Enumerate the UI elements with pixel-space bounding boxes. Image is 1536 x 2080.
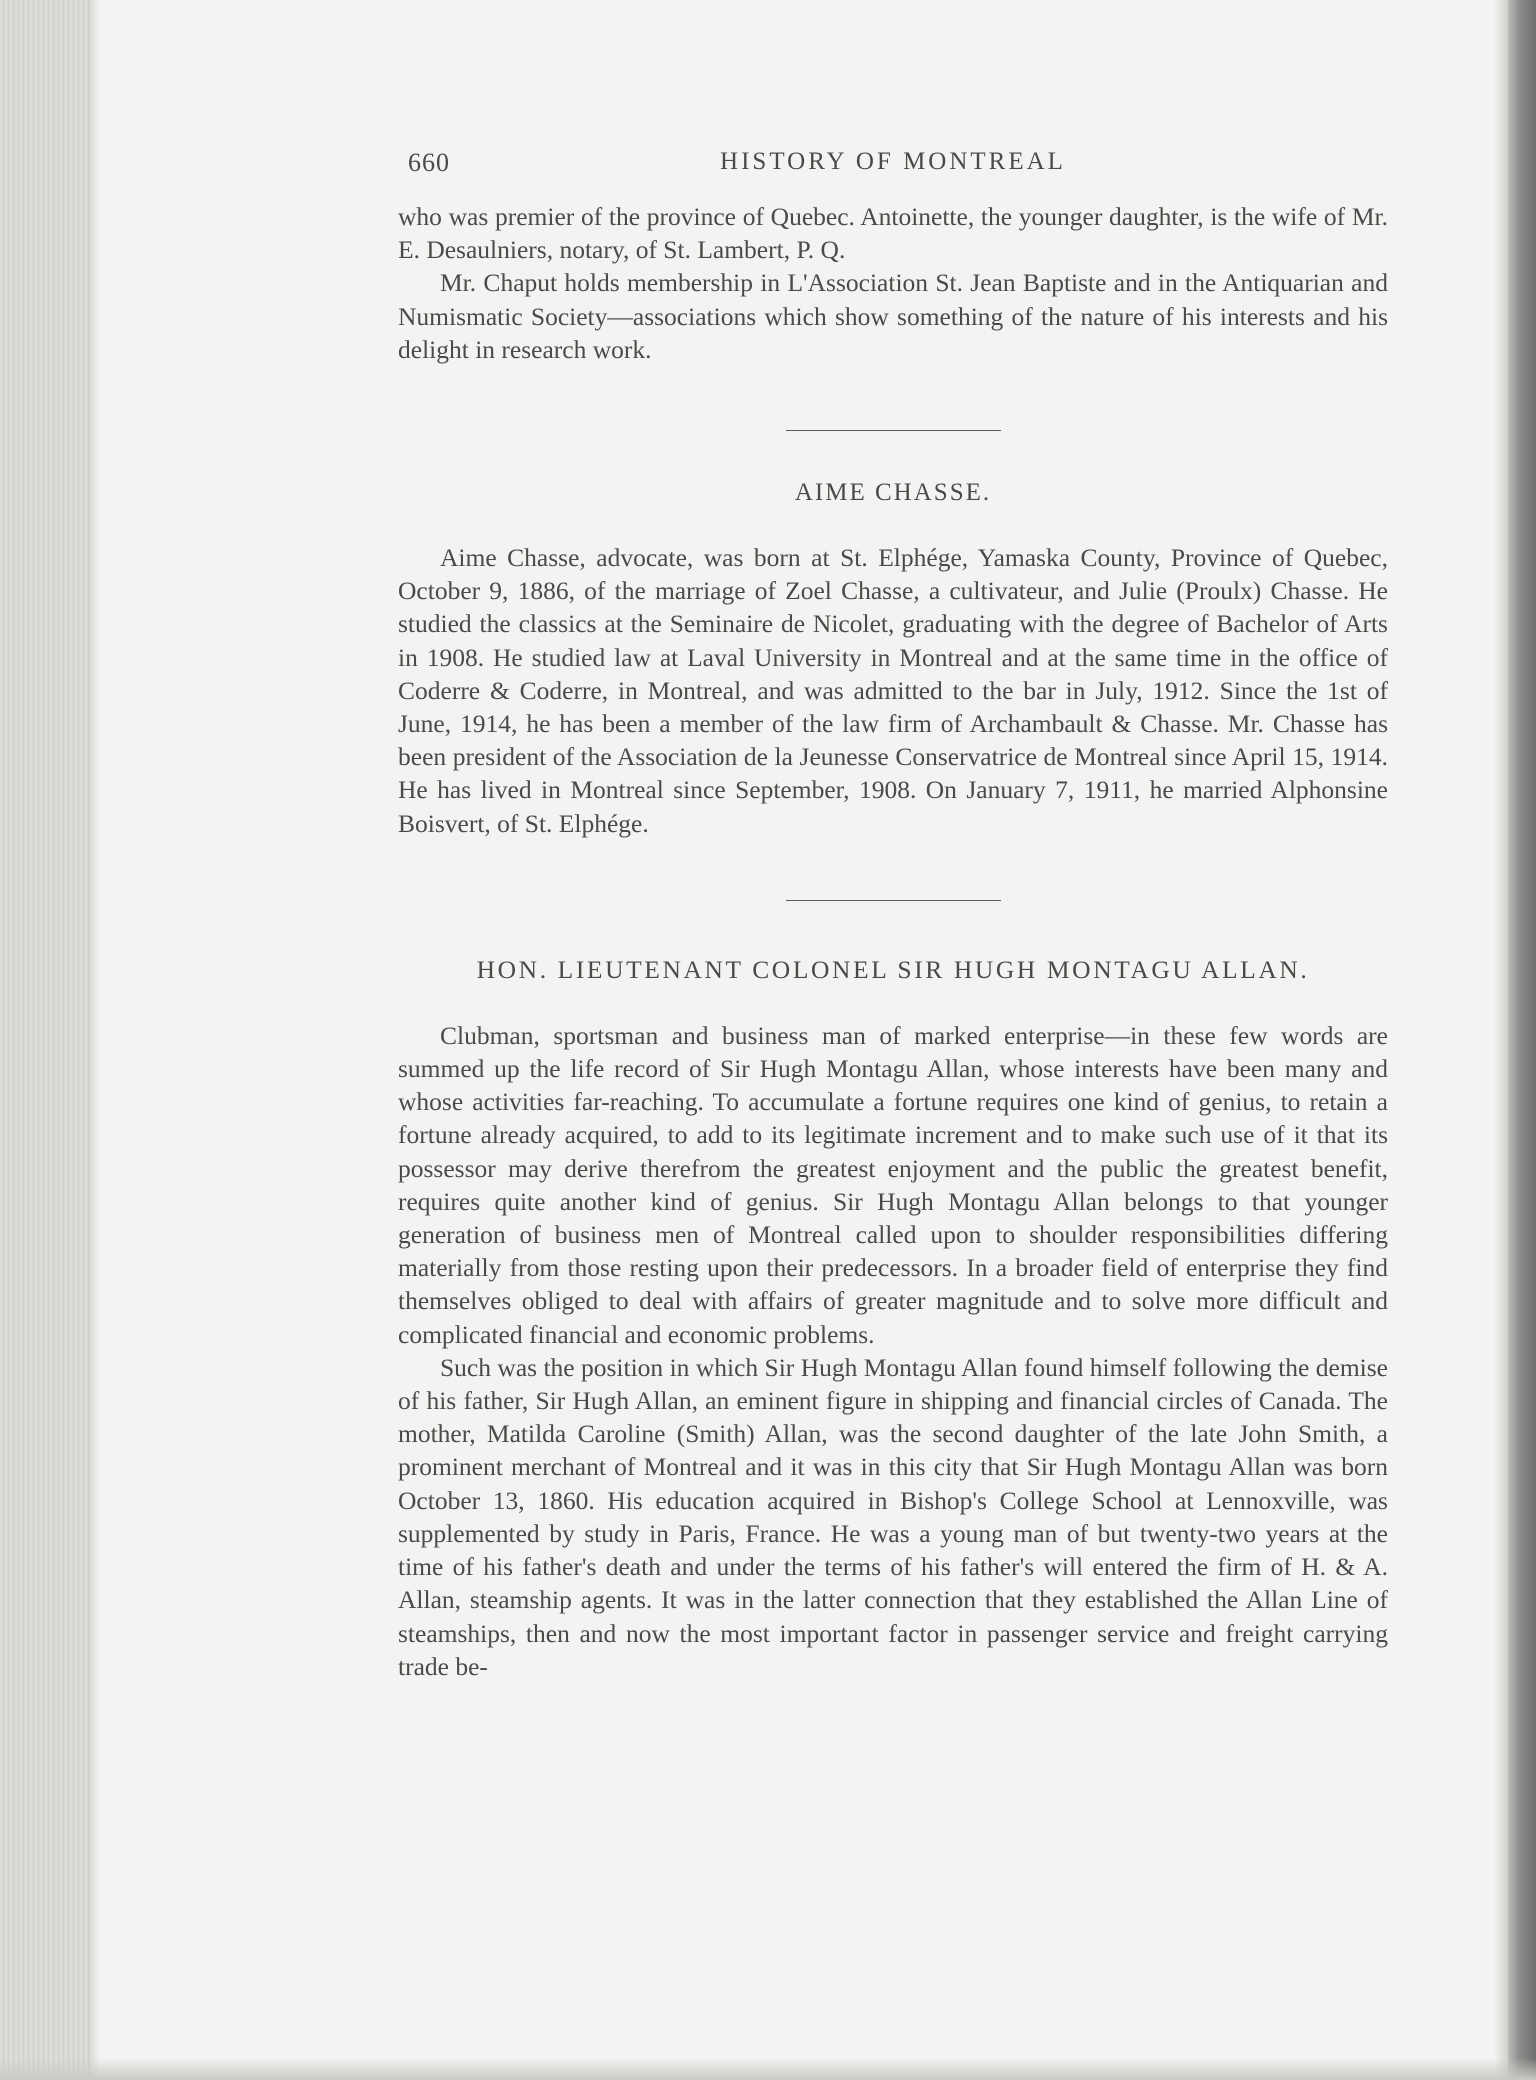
page-shadow-right [1494, 0, 1508, 2080]
page-content [398, 140, 1388, 1683]
allan-paragraph-2: Such was the position in which Sir Hugh Montagu Allan found himself following the demise of his father, Sir Hugh Allan, an eminent figure in shipping and financial circles of Canada. The mother, Matilda Caroline (Smith) Allan, was the second daughter of the late John Smith, a prominent merchant of Montreal and it was in this city that Sir Hugh Montagu Allan was born October 13, 1860. His education acquired in Bishop's College School at Lennoxville, was supplemented by study in Paris, France. He was a young man of but twenty-two years at the time of his father's death and under the terms of his father's will entered the firm of H. & A. Allan, steamship agents. It was in the latter connection that they established the Allan Line of steamships, then and now the most important factor in passenger service and freight carrying trade be- [398, 1352, 1388, 1681]
allan-paragraph-1: Clubman, sportsman and business man of marked enterprise—in these few words are summed up the life record of Sir Hugh Montagu Allan, whose interests have been many and whose activities far-reaching. To accumulate a fortune requires one kind of genius, to retain a fortune already acquired, to add to its legitimate increment and to make such use of it that its possessor may derive therefrom the greatest enjoyment and the public the greatest benefit, requires quite another kind of genius. Sir Hugh Montagu Allan belongs to that younger generation of business men of Montreal called upon to shoulder responsibilities differing materially from those resting upon their predecessors. In a broader field of enterprise they find themselves obliged to deal with affairs of greater magnitude and to solve more difficult and complicated financial and economic problems. [398, 1020, 1388, 1349]
page-number: 660 [408, 148, 450, 177]
chaput-paragraph-1: who was premier of the province of Quebec. Antoinette, the younger daughter, is the wife of Mr. E. Desaulniers, notary, of St. Lambert, P. Q. [398, 202, 1388, 265]
running-head [398, 140, 1388, 184]
running-title: HISTORY OF MONTREAL [720, 148, 1066, 175]
page-shadow-bottom [0, 2058, 1536, 2080]
chaput-paragraph-2: Mr. Chaput holds membership in L'Association St. Jean Baptiste and in the Antiquarian and Numismatic Society—associations which show something of the nature of his interests and his delight in research work. [398, 268, 1388, 364]
allan-heading: HON. LIEUTENANT COLONEL SIR HUGH MONTAGU ALLAN. [476, 954, 1310, 984]
chasse-heading: AIME CHASSE. [794, 479, 992, 507]
chasse-paragraph-1: Aime Chasse, advocate, was born at St. Elphége, Yamaska County, Province of Quebec, October 9, 1886, of the marriage of Zoel Chasse, a cultivateur, and Julie (Proulx) Chasse. He studied the classics at the Seminaire de Nicolet, graduating with the degree of Bachelor of Arts in 1908. He studied law at Laval University in Montreal and at the same time in the office of Coderre & Coderre, in Montreal, and was admitted to the bar in July, 1912. Since the 1st of June, 1914, he has been a member of the law firm of Archambault & Chasse. Mr. Chasse has been president of the Association de la Jeunesse Conservatrice de Montreal since April 15, 1914. He has lived in Montreal since September, 1908. On January 7, 1911, he married Alphonsine Boisvert, of St. Elphége. [398, 543, 1388, 838]
book-page-edges-left [0, 0, 90, 2080]
book-cover-edge-right [1508, 0, 1536, 2080]
